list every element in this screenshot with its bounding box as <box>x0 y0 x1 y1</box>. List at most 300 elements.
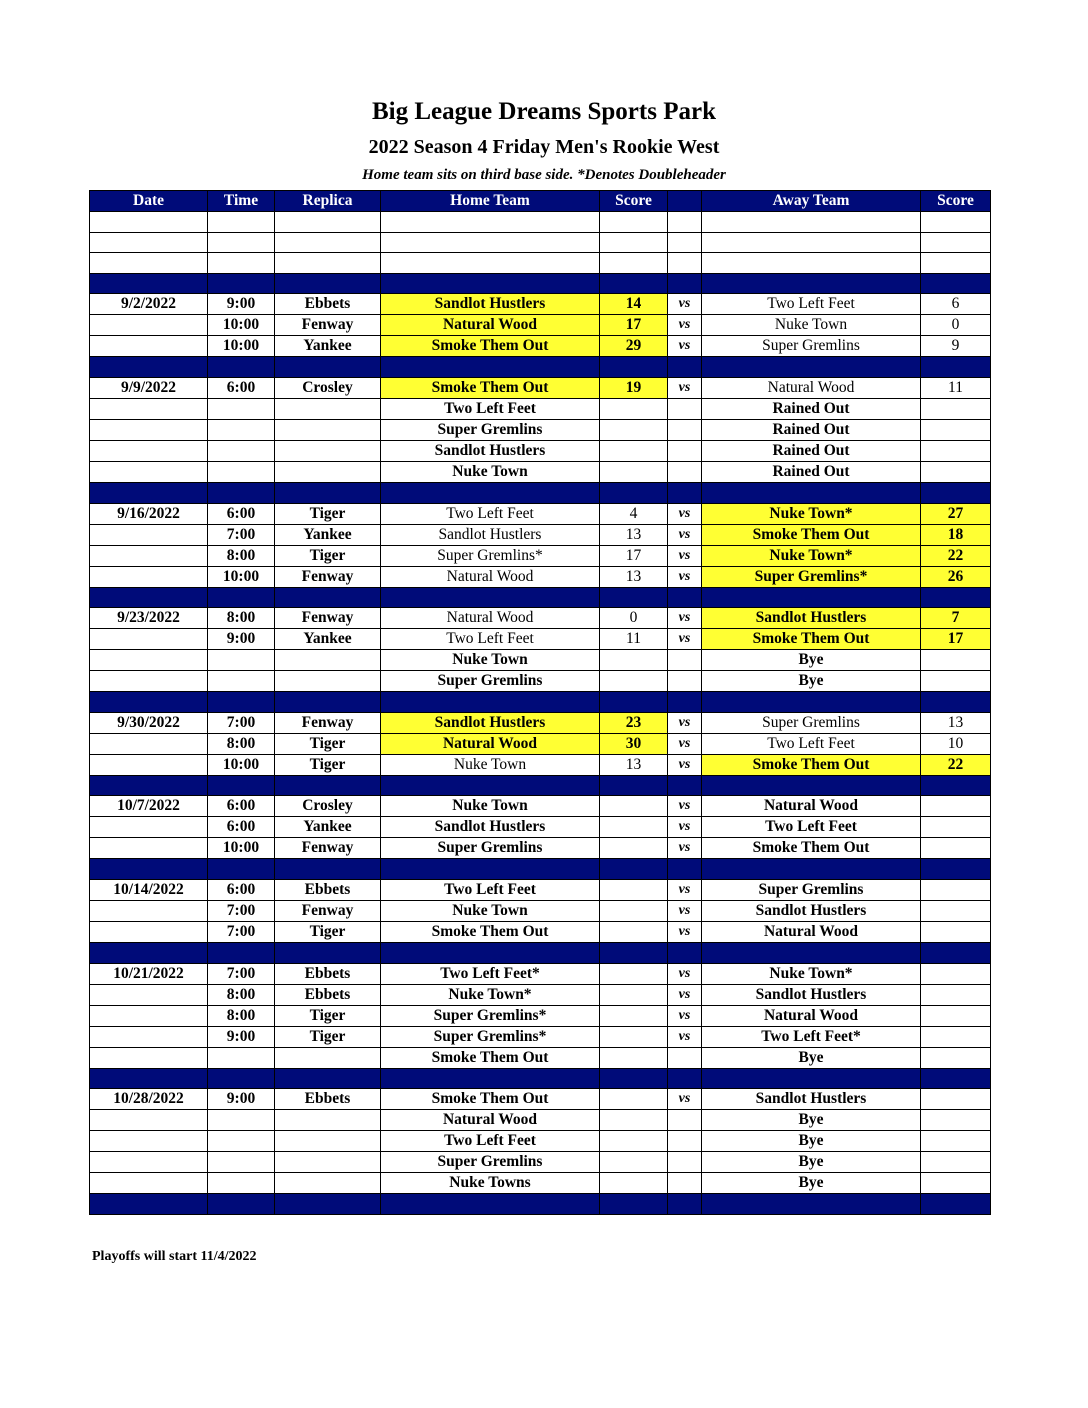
date-cell: 9/23/2022 <box>90 608 208 629</box>
replica-cell <box>275 587 381 608</box>
home-team-cell: Nuke Town <box>381 796 600 817</box>
vs-cell <box>668 253 702 274</box>
home-score-cell <box>600 1068 668 1089</box>
away-score-cell: 7 <box>921 608 991 629</box>
date-cell <box>90 273 208 294</box>
away-team-cell <box>702 692 921 713</box>
vs-cell <box>668 1047 702 1068</box>
vs-cell <box>668 775 702 796</box>
time-cell <box>208 775 275 796</box>
table-row <box>90 1131 991 1152</box>
away-team-cell <box>702 587 921 608</box>
time-cell: 6:00 <box>208 377 275 398</box>
blank-row <box>90 212 991 233</box>
home-team-cell: Two Left Feet* <box>381 963 600 984</box>
time-cell <box>208 1173 275 1194</box>
away-score-cell: 6 <box>921 294 991 315</box>
replica-cell <box>275 671 381 692</box>
away-score-cell <box>921 440 991 461</box>
table-row <box>90 1005 991 1026</box>
away-team-cell: Super Gremlins <box>702 879 921 900</box>
vs-cell: vs <box>668 733 702 754</box>
section-separator-row <box>90 775 991 796</box>
replica-cell <box>275 357 381 378</box>
date-cell <box>90 921 208 942</box>
section-separator-row <box>90 859 991 880</box>
col-away-team-header: Away Team <box>702 191 921 212</box>
table-row <box>90 294 991 315</box>
table-row <box>90 629 991 650</box>
date-cell: 9/30/2022 <box>90 712 208 733</box>
replica-cell <box>275 398 381 419</box>
date-cell <box>90 566 208 587</box>
vs-cell <box>668 942 702 963</box>
vs-cell: vs <box>668 817 702 838</box>
date-cell <box>90 859 208 880</box>
away-team-cell: Nuke Town* <box>702 503 921 524</box>
date-cell <box>90 1110 208 1131</box>
home-team-cell <box>381 859 600 880</box>
col-home-score-header: Score <box>600 191 668 212</box>
vs-cell: vs <box>668 712 702 733</box>
away-score-cell <box>921 398 991 419</box>
replica-cell <box>275 482 381 503</box>
time-cell: 9:00 <box>208 1026 275 1047</box>
time-cell: 8:00 <box>208 608 275 629</box>
home-score-cell <box>600 1047 668 1068</box>
vs-cell: vs <box>668 1026 702 1047</box>
vs-cell: vs <box>668 545 702 566</box>
replica-cell <box>275 942 381 963</box>
away-team-cell: Two Left Feet <box>702 817 921 838</box>
replica-cell: Crosley <box>275 796 381 817</box>
vs-cell: vs <box>668 900 702 921</box>
date-cell <box>90 482 208 503</box>
time-cell <box>208 419 275 440</box>
time-cell: 9:00 <box>208 294 275 315</box>
away-score-cell: 27 <box>921 503 991 524</box>
time-cell: 9:00 <box>208 629 275 650</box>
table-row <box>90 1110 991 1131</box>
away-team-cell: Bye <box>702 671 921 692</box>
away-team-cell <box>702 232 921 253</box>
home-score-cell <box>600 879 668 900</box>
home-score-cell: 4 <box>600 503 668 524</box>
replica-cell: Ebbets <box>275 963 381 984</box>
vs-cell: vs <box>668 377 702 398</box>
time-cell: 10:00 <box>208 566 275 587</box>
home-score-cell <box>600 984 668 1005</box>
away-score-cell <box>921 1110 991 1131</box>
away-score-cell <box>921 942 991 963</box>
date-cell <box>90 1047 208 1068</box>
table-row <box>90 1026 991 1047</box>
replica-cell: Fenway <box>275 608 381 629</box>
home-score-cell <box>600 587 668 608</box>
time-cell <box>208 357 275 378</box>
vs-cell <box>668 859 702 880</box>
home-team-cell: Nuke Town <box>381 754 600 775</box>
home-score-cell <box>600 671 668 692</box>
home-team-cell: Sandlot Hustlers <box>381 294 600 315</box>
away-score-cell <box>921 1026 991 1047</box>
replica-cell: Ebbets <box>275 1089 381 1110</box>
away-team-cell: Sandlot Hustlers <box>702 608 921 629</box>
away-team-cell: Smoke Them Out <box>702 524 921 545</box>
blank-row <box>90 232 991 253</box>
home-score-cell <box>600 212 668 233</box>
home-score-cell: 30 <box>600 733 668 754</box>
away-team-cell: Smoke Them Out <box>702 754 921 775</box>
vs-cell <box>668 1110 702 1131</box>
vs-cell <box>668 1173 702 1194</box>
table-row <box>90 671 991 692</box>
vs-cell <box>668 587 702 608</box>
away-team-cell: Rained Out <box>702 398 921 419</box>
away-score-cell <box>921 963 991 984</box>
away-team-cell <box>702 942 921 963</box>
home-score-cell <box>600 1152 668 1173</box>
home-team-cell <box>381 692 600 713</box>
date-cell: 10/28/2022 <box>90 1089 208 1110</box>
away-team-cell: Natural Wood <box>702 1005 921 1026</box>
vs-cell <box>668 461 702 482</box>
blank-row <box>90 253 991 274</box>
home-team-cell <box>381 232 600 253</box>
section-separator-row <box>90 1194 991 1215</box>
home-score-cell: 17 <box>600 315 668 336</box>
replica-cell <box>275 419 381 440</box>
time-cell: 8:00 <box>208 545 275 566</box>
away-score-cell <box>921 419 991 440</box>
home-team-cell: Two Left Feet <box>381 879 600 900</box>
date-cell <box>90 1005 208 1026</box>
playoffs-note: Playoffs will start 11/4/2022 <box>92 1249 257 1264</box>
away-score-cell: 17 <box>921 629 991 650</box>
away-score-cell <box>921 1152 991 1173</box>
away-team-cell <box>702 1068 921 1089</box>
home-score-cell <box>600 838 668 859</box>
time-cell: 8:00 <box>208 984 275 1005</box>
time-cell <box>208 1131 275 1152</box>
away-score-cell <box>921 253 991 274</box>
vs-cell <box>668 232 702 253</box>
date-cell <box>90 253 208 274</box>
home-team-cell: Super Gremlins <box>381 1152 600 1173</box>
home-team-cell: Super Gremlins <box>381 671 600 692</box>
time-cell: 10:00 <box>208 336 275 357</box>
replica-cell: Tiger <box>275 921 381 942</box>
home-team-cell: Nuke Town <box>381 900 600 921</box>
home-score-cell <box>600 692 668 713</box>
replica-cell <box>275 859 381 880</box>
table-row <box>90 377 991 398</box>
replica-cell <box>275 1173 381 1194</box>
table-row <box>90 984 991 1005</box>
date-cell <box>90 1026 208 1047</box>
replica-cell: Fenway <box>275 712 381 733</box>
time-cell <box>208 1110 275 1131</box>
date-cell: 10/7/2022 <box>90 796 208 817</box>
home-score-cell: 13 <box>600 566 668 587</box>
vs-cell: vs <box>668 796 702 817</box>
home-team-cell: Smoke Them Out <box>381 377 600 398</box>
table-row <box>90 921 991 942</box>
away-team-cell <box>702 482 921 503</box>
away-team-cell <box>702 253 921 274</box>
home-team-cell: Two Left Feet <box>381 398 600 419</box>
replica-cell <box>275 273 381 294</box>
date-cell <box>90 671 208 692</box>
table-row <box>90 608 991 629</box>
away-score-cell <box>921 859 991 880</box>
replica-cell: Tiger <box>275 1005 381 1026</box>
schedule-note: Home team sits on third base side. *Denotes Doubleheader <box>362 167 726 183</box>
home-score-cell <box>600 232 668 253</box>
away-score-cell: 9 <box>921 336 991 357</box>
date-cell <box>90 838 208 859</box>
date-cell <box>90 336 208 357</box>
replica-cell: Tiger <box>275 503 381 524</box>
home-team-cell: Smoke Them Out <box>381 1089 600 1110</box>
home-score-cell <box>600 921 668 942</box>
away-team-cell <box>702 1194 921 1215</box>
vs-cell: vs <box>668 315 702 336</box>
away-score-cell <box>921 273 991 294</box>
time-cell: 8:00 <box>208 1005 275 1026</box>
replica-cell: Fenway <box>275 838 381 859</box>
table-row <box>90 440 991 461</box>
date-cell <box>90 775 208 796</box>
replica-cell: Fenway <box>275 900 381 921</box>
time-cell <box>208 482 275 503</box>
away-score-cell <box>921 796 991 817</box>
vs-cell: vs <box>668 963 702 984</box>
time-cell <box>208 232 275 253</box>
table-row <box>90 1152 991 1173</box>
time-cell: 7:00 <box>208 921 275 942</box>
home-score-cell <box>600 650 668 671</box>
vs-cell <box>668 440 702 461</box>
away-team-cell: Bye <box>702 650 921 671</box>
date-cell <box>90 754 208 775</box>
vs-cell: vs <box>668 838 702 859</box>
table-row <box>90 419 991 440</box>
vs-cell: vs <box>668 1005 702 1026</box>
vs-cell: vs <box>668 921 702 942</box>
home-team-cell: Super Gremlins* <box>381 1005 600 1026</box>
home-score-cell <box>600 900 668 921</box>
away-team-cell <box>702 212 921 233</box>
table-row <box>90 712 991 733</box>
time-cell <box>208 1152 275 1173</box>
replica-cell <box>275 440 381 461</box>
home-score-cell <box>600 1131 668 1152</box>
home-team-cell <box>381 942 600 963</box>
away-score-cell <box>921 212 991 233</box>
home-team-cell: Sandlot Hustlers <box>381 440 600 461</box>
col-home-team-header: Home Team <box>381 191 600 212</box>
away-team-cell: Nuke Town* <box>702 545 921 566</box>
home-team-cell <box>381 587 600 608</box>
away-team-cell: Super Gremlins* <box>702 566 921 587</box>
away-score-cell: 10 <box>921 733 991 754</box>
away-score-cell <box>921 482 991 503</box>
home-score-cell <box>600 1173 668 1194</box>
replica-cell: Tiger <box>275 1026 381 1047</box>
time-cell: 6:00 <box>208 817 275 838</box>
time-cell: 7:00 <box>208 524 275 545</box>
time-cell <box>208 461 275 482</box>
replica-cell <box>275 692 381 713</box>
home-team-cell <box>381 273 600 294</box>
date-cell <box>90 357 208 378</box>
away-score-cell <box>921 879 991 900</box>
time-cell: 10:00 <box>208 838 275 859</box>
replica-cell <box>275 650 381 671</box>
time-cell <box>208 692 275 713</box>
home-team-cell: Sandlot Hustlers <box>381 817 600 838</box>
vs-cell: vs <box>668 503 702 524</box>
date-cell <box>90 315 208 336</box>
away-team-cell: Two Left Feet* <box>702 1026 921 1047</box>
date-cell <box>90 398 208 419</box>
vs-cell <box>668 398 702 419</box>
col-replica-header: Replica <box>275 191 381 212</box>
away-score-cell <box>921 650 991 671</box>
replica-cell <box>275 775 381 796</box>
replica-cell: Yankee <box>275 336 381 357</box>
replica-cell <box>275 212 381 233</box>
table-row <box>90 796 991 817</box>
date-cell <box>90 650 208 671</box>
away-score-cell: 11 <box>921 377 991 398</box>
date-cell <box>90 524 208 545</box>
time-cell: 6:00 <box>208 879 275 900</box>
away-team-cell: Bye <box>702 1152 921 1173</box>
date-cell <box>90 1152 208 1173</box>
home-team-cell: Two Left Feet <box>381 503 600 524</box>
away-team-cell: Super Gremlins <box>702 712 921 733</box>
vs-cell: vs <box>668 524 702 545</box>
table-row <box>90 817 991 838</box>
home-score-cell: 13 <box>600 524 668 545</box>
home-score-cell <box>600 1005 668 1026</box>
home-team-cell: Sandlot Hustlers <box>381 712 600 733</box>
table-row <box>90 1089 991 1110</box>
home-score-cell: 17 <box>600 545 668 566</box>
away-team-cell: Sandlot Hustlers <box>702 984 921 1005</box>
replica-cell: Yankee <box>275 629 381 650</box>
vs-cell: vs <box>668 879 702 900</box>
section-separator-row <box>90 482 991 503</box>
home-team-cell: Natural Wood <box>381 1110 600 1131</box>
vs-cell: vs <box>668 336 702 357</box>
section-separator-row <box>90 942 991 963</box>
time-cell: 7:00 <box>208 712 275 733</box>
table-row <box>90 545 991 566</box>
time-cell: 9:00 <box>208 1089 275 1110</box>
table-row <box>90 503 991 524</box>
replica-cell <box>275 1047 381 1068</box>
away-score-cell <box>921 1194 991 1215</box>
table-row <box>90 1047 991 1068</box>
home-team-cell <box>381 482 600 503</box>
replica-cell: Crosley <box>275 377 381 398</box>
table-row <box>90 963 991 984</box>
home-team-cell <box>381 357 600 378</box>
away-score-cell <box>921 838 991 859</box>
replica-cell: Ebbets <box>275 879 381 900</box>
vs-cell <box>668 357 702 378</box>
time-cell <box>208 212 275 233</box>
away-team-cell: Smoke Them Out <box>702 838 921 859</box>
home-score-cell: 14 <box>600 294 668 315</box>
date-cell <box>90 587 208 608</box>
home-score-cell <box>600 273 668 294</box>
table-row <box>90 398 991 419</box>
date-cell: 9/2/2022 <box>90 294 208 315</box>
away-team-cell: Rained Out <box>702 461 921 482</box>
away-team-cell: Nuke Town <box>702 315 921 336</box>
away-score-cell: 22 <box>921 545 991 566</box>
replica-cell <box>275 461 381 482</box>
home-team-cell: Natural Wood <box>381 566 600 587</box>
col-time-header: Time <box>208 191 275 212</box>
vs-cell: vs <box>668 608 702 629</box>
time-cell: 6:00 <box>208 503 275 524</box>
date-cell <box>90 545 208 566</box>
home-score-cell <box>600 796 668 817</box>
home-score-cell: 19 <box>600 377 668 398</box>
replica-cell: Tiger <box>275 754 381 775</box>
away-team-cell: Two Left Feet <box>702 294 921 315</box>
home-team-cell: Nuke Town <box>381 650 600 671</box>
time-cell <box>208 859 275 880</box>
away-team-cell: Bye <box>702 1131 921 1152</box>
away-team-cell: Bye <box>702 1173 921 1194</box>
away-score-cell <box>921 900 991 921</box>
away-score-cell <box>921 1068 991 1089</box>
home-team-cell: Super Gremlins* <box>381 1026 600 1047</box>
time-cell <box>208 398 275 419</box>
home-team-cell: Two Left Feet <box>381 1131 600 1152</box>
home-score-cell: 0 <box>600 608 668 629</box>
vs-cell <box>668 1131 702 1152</box>
home-score-cell <box>600 253 668 274</box>
home-team-cell: Two Left Feet <box>381 629 600 650</box>
away-score-cell <box>921 921 991 942</box>
home-team-cell: Smoke Them Out <box>381 1047 600 1068</box>
away-score-cell <box>921 461 991 482</box>
home-team-cell <box>381 1068 600 1089</box>
home-team-cell: Nuke Towns <box>381 1173 600 1194</box>
away-score-cell: 22 <box>921 754 991 775</box>
home-score-cell <box>600 1110 668 1131</box>
away-team-cell: Natural Wood <box>702 921 921 942</box>
home-team-cell: Nuke Town <box>381 461 600 482</box>
replica-cell: Ebbets <box>275 984 381 1005</box>
away-score-cell <box>921 357 991 378</box>
home-score-cell <box>600 398 668 419</box>
vs-cell <box>668 1068 702 1089</box>
vs-cell: vs <box>668 754 702 775</box>
time-cell: 6:00 <box>208 796 275 817</box>
away-team-cell: Natural Wood <box>702 796 921 817</box>
replica-cell <box>275 232 381 253</box>
time-cell <box>208 273 275 294</box>
section-separator-row <box>90 1068 991 1089</box>
